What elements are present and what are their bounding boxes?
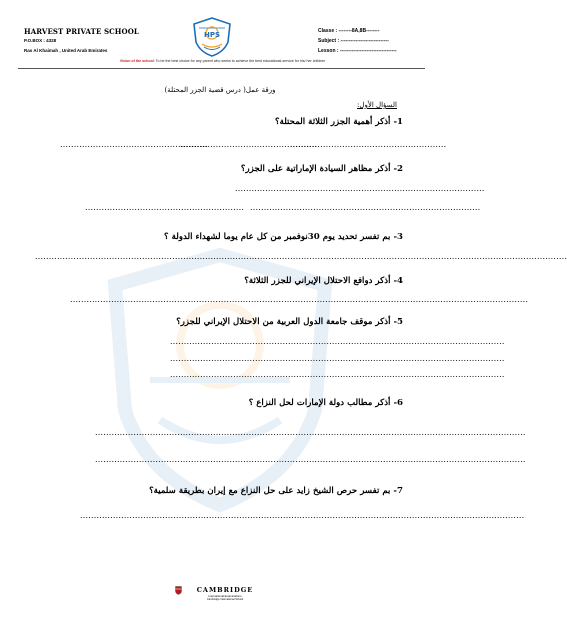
answer-line[interactable]: .................................................................................................................................................................................................. — [35, 252, 567, 261]
answer-line[interactable]: ...................................................... — [60, 140, 209, 149]
subject-value: ----------------------------- — [340, 38, 389, 44]
answer-line[interactable]: .................................................................................... — [250, 203, 481, 212]
footer-line-1: International Examinations — [208, 594, 242, 598]
footer-logo — [170, 586, 280, 601]
answer-line[interactable]: ........................................................................................... — [235, 184, 485, 193]
answer-line[interactable]: .......................................................................................................................... — [170, 354, 505, 363]
question-2: 2- أذكر مظاهر السيادة الإماراتية على الجزر؟ — [240, 164, 403, 174]
section-heading: السؤال الأول: — [357, 101, 397, 109]
lesson-value: ---------------------------------- — [339, 48, 397, 54]
subject-line — [318, 38, 389, 44]
question-3: 3- بم تفسر تحديد يوم 30نوفمبر من كل عام يوما لشهداء الدولة ؟ — [164, 232, 403, 242]
school-name: HARVEST PRIVATE SCHOOL — [24, 27, 139, 36]
lesson-label: Lesson : — [318, 48, 339, 54]
footer-brand: CAMBRIDGE — [196, 586, 254, 594]
worksheet-title: ورقة عمل( درس قضية الجزر المحتلة) — [164, 86, 276, 94]
vision-label: Vision of the school — [119, 59, 154, 63]
answer-line[interactable]: ............................................................................................................................................................. — [95, 455, 526, 464]
answer-line[interactable]: ......................................................... — [290, 140, 447, 149]
po-box: P.O.BOX : 4328 — [24, 38, 57, 43]
answer-line[interactable]: .......................................................................................................................... — [170, 370, 505, 379]
school-logo — [190, 16, 234, 58]
lesson-line — [318, 48, 397, 54]
answer-line[interactable]: ............................................................................................................................................................. — [95, 428, 526, 437]
answer-line[interactable]: .................................................................................................................................................................. — [80, 511, 525, 520]
question-6: 6- أذكر مطالب دولة الإمارات لحل النزاع ؟ — [248, 398, 403, 408]
question-1: 1- أذكر أهمية الجزر الثلاثة المحتلة؟ — [275, 117, 403, 127]
class-line — [318, 28, 379, 34]
school-address: Ras Al Khaimah , United Arab Emirates — [24, 48, 108, 53]
subject-label: Subject : — [318, 38, 340, 44]
question-5: 5- أذكر موقف جامعة الدول العربية من الاحتلال الإيراني للجزر؟ — [176, 317, 403, 327]
watermark-logo — [100, 250, 340, 510]
logo-text: HPS — [203, 31, 221, 39]
vision-statement — [20, 59, 425, 63]
answer-line[interactable]: .......................................................................................................................... — [170, 337, 505, 346]
answer-line[interactable]: ....................................................................................................................................................................... — [70, 295, 529, 304]
answer-line[interactable]: .................................................. — [180, 140, 318, 149]
class-value: --------8A,8B-------- — [338, 28, 380, 34]
footer-line-2: Cambridge International School — [206, 598, 244, 601]
header-divider — [18, 68, 425, 69]
answer-line[interactable]: .......................................................... — [85, 203, 245, 212]
question-7: 7- بم تفسر حرص الشيخ زايد على حل النزاع مع إيران بطريقة سلمية؟ — [149, 486, 403, 496]
class-label: Classe : — [318, 28, 338, 34]
vision-text: : To be the best choice for any parent who seeks to achieve the best educational service for his/ her children — [153, 59, 326, 63]
question-4: 4- أذكر دوافع الاحتلال الإيراني للجزر الثلاثة؟ — [244, 276, 403, 286]
